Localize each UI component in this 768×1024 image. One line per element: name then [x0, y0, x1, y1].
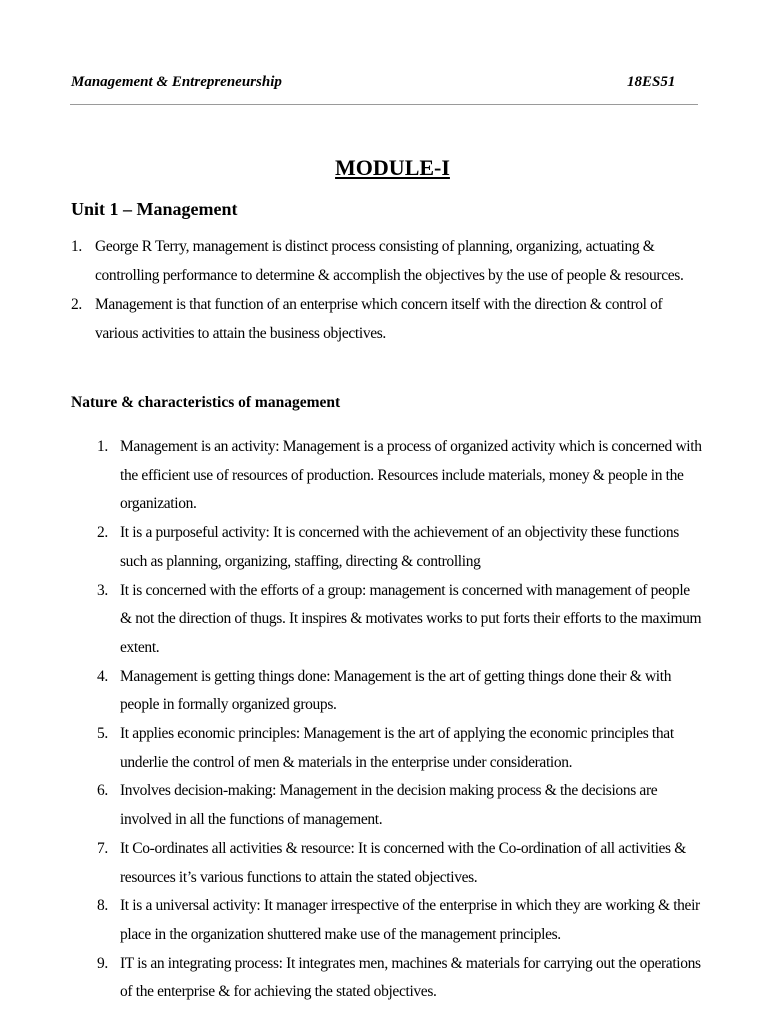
definition-text: George R Terry, management is distinct process consisting of planning, organizing, actuating & controlling performance to determine & accomplish the objectives by the use of people & resources. [95, 238, 684, 284]
characteristic-number: 8. [97, 897, 108, 915]
characteristic-text: IT is an integrating process: It integrates men, machines & materials for carrying out the operations of the enterprise & for achieving the stated objectives. [120, 954, 701, 1001]
characteristic-number: 4. [97, 667, 108, 685]
characteristics-list [97, 433, 702, 1007]
definition-number: 2. [71, 296, 82, 313]
course-code: 18ES51 [627, 74, 676, 90]
characteristic-text: It applies economic principles: Management is the art of applying the economic principles that underlie the control of men & materials in the enterprise under consideration. [120, 725, 674, 771]
characteristic-number: 1. [97, 438, 108, 455]
characteristic-item [97, 663, 702, 720]
definitions-list [71, 232, 701, 348]
characteristic-text: It is a universal activity: It manager irrespective of the enterprise in which they are working & their place in the organization shuttered make use of the management principles. [120, 897, 700, 943]
page-header [70, 74, 698, 105]
characteristic-number: 2. [97, 524, 108, 542]
characteristic-number: 3. [97, 581, 108, 599]
characteristic-text: Management is getting things done: Management is the art of getting things done their & with people in formally organized groups. [120, 667, 672, 714]
module-title: MODULE-I [335, 155, 450, 180]
characteristic-item [97, 720, 702, 777]
characteristic-item [97, 892, 702, 949]
characteristic-number: 9. [97, 954, 108, 972]
characteristic-text: It is concerned with the efforts of a group: management is concerned with management of people & not the direction of thugs. It inspires & motivates works to put forts their efforts to the maximum extent. [120, 581, 702, 656]
characteristic-item [97, 835, 702, 892]
characteristic-item [97, 577, 702, 663]
characteristic-text: Involves decision-making: Management in the decision making process & the decisions are involved in all the functions of management. [120, 782, 658, 829]
characteristic-text: Management is an activity: Management is a process of organized activity which is concerned with the efficient use of resources of production. Resources include materials, money & people in the organization. [120, 438, 702, 513]
section-heading: Nature & characteristics of management [71, 394, 341, 411]
characteristic-text: It Co-ordinates all activities & resource: It is concerned with the Co-ordination of all activities & resources it’s various functions to attain the stated objectives. [120, 839, 686, 886]
characteristic-item [97, 777, 702, 834]
definition-number: 1. [71, 238, 82, 255]
course-title: Management & Entrepreneurship [71, 74, 282, 90]
definition-text: Management is that function of an enterprise which concern itself with the direction & control of various activities to attain the business objectives. [95, 296, 663, 342]
characteristic-text: It is a purposeful activity: It is concerned with the achievement of an objectivity these functions such as planning, organizing, staffing, directing & controlling [120, 524, 679, 570]
characteristic-item [97, 519, 702, 576]
characteristic-item [97, 950, 702, 1007]
characteristic-number: 5. [97, 725, 108, 743]
characteristic-number: 7. [97, 839, 108, 857]
characteristic-item [97, 433, 702, 519]
unit-heading: Unit 1 – Management [71, 199, 238, 219]
definition-item [71, 290, 701, 348]
characteristic-number: 6. [97, 782, 108, 800]
definition-item [71, 232, 701, 290]
